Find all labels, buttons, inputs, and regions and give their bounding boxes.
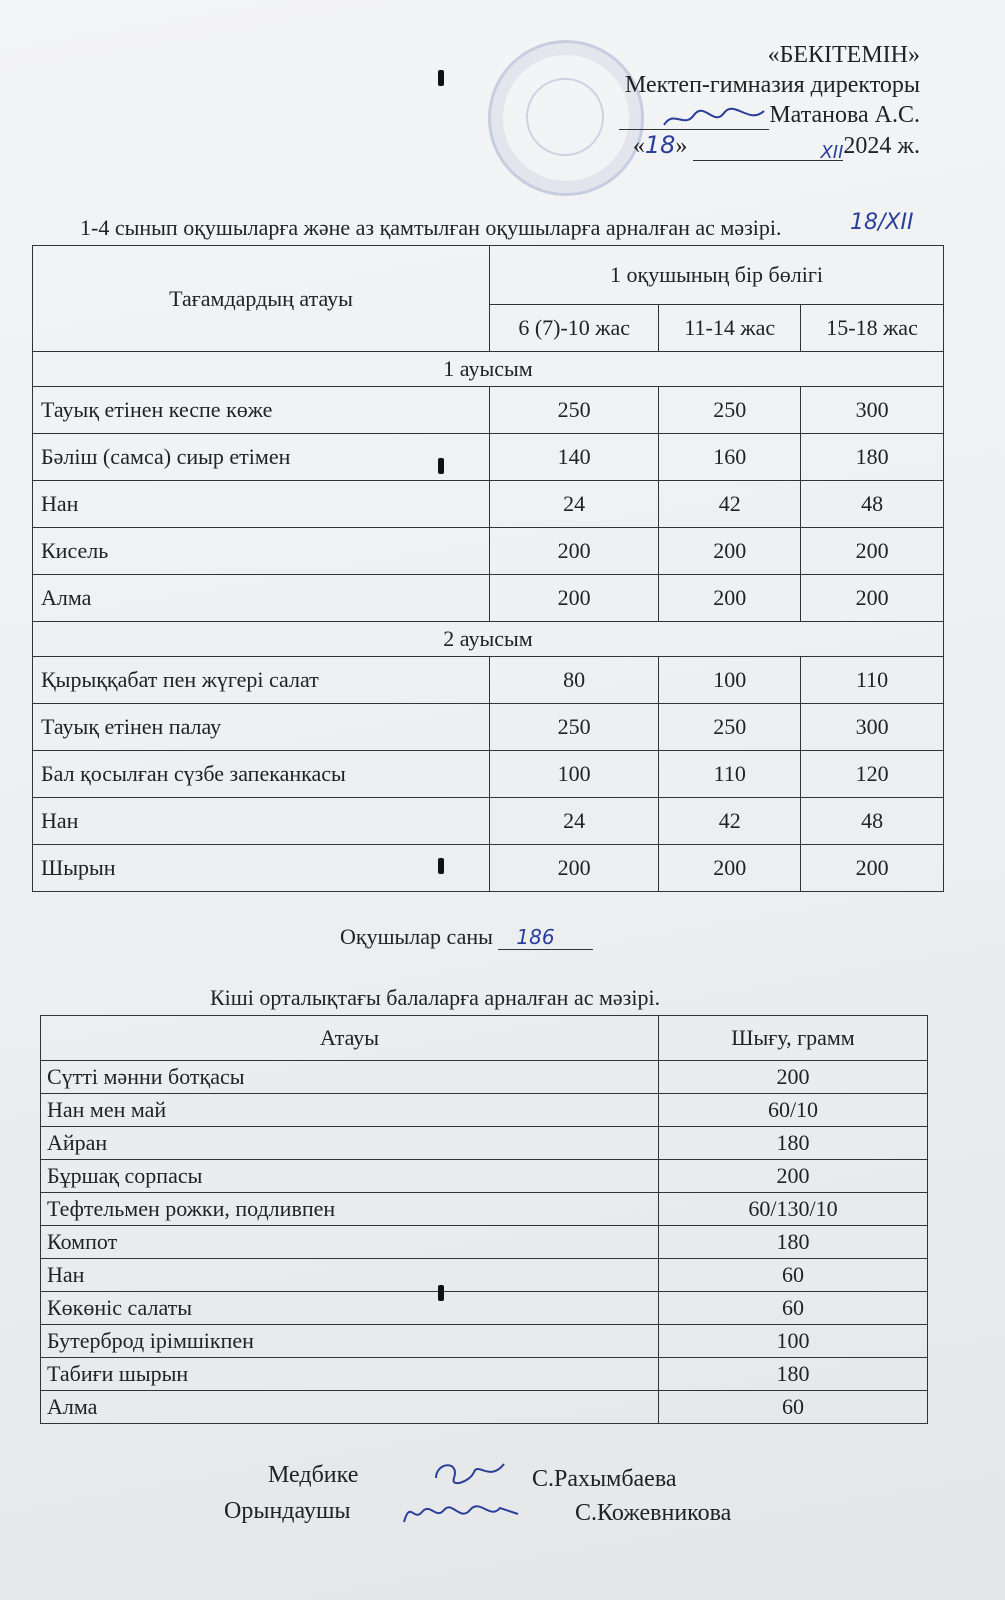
date-month: XII	[820, 142, 844, 163]
student-count-value: 186	[516, 925, 555, 949]
shift-label: 2 ауысым	[33, 622, 944, 657]
table-row: Алма 200 200 200	[33, 575, 944, 622]
menu2-title: Кіші орталықтағы балаларға арналған ас мәзірі.	[210, 985, 661, 1010]
table-row: Кисель 200 200 200	[33, 528, 944, 575]
table-row: Нан 60	[41, 1259, 928, 1292]
approval-heading: «БЕКІТЕМІН»	[767, 42, 920, 68]
menu1-title: 1-4 сынып оқушыларға және аз қамтылған оқушыларға арналған ас мәзірі.	[80, 215, 782, 240]
student-count	[340, 924, 593, 950]
student-count-label: Оқушылар саны	[340, 924, 493, 949]
pin-mark	[438, 458, 444, 474]
table-row: Нан 24 42 48	[33, 481, 944, 528]
table-row: Қырыққабат пен жүгері салат 80 100 110	[33, 657, 944, 704]
pin-mark	[438, 1285, 444, 1301]
approval-position: Мектеп-гимназия директоры	[624, 72, 920, 98]
nurse-signature	[430, 1452, 510, 1492]
table-row: Шырын 200 200 200	[33, 845, 944, 892]
menu1-table	[32, 245, 944, 892]
director-signature	[619, 105, 769, 130]
table-row: Көкөніс салаты 60	[41, 1292, 928, 1325]
age-header: 15-18 жас	[801, 305, 944, 352]
handwritten-date: 18/XII	[850, 210, 914, 235]
approval-block: «БЕКІТЕМІН» Мектеп-гимназия директоры Матанова А.С. «18» XII2024 ж.	[500, 40, 920, 161]
table-row: Сүтті мәнни ботқасы 200	[41, 1061, 928, 1094]
date-year: 2024 ж.	[843, 133, 920, 159]
table-row: Бал қосылған сүзбе запеканкасы 100 110 120	[33, 751, 944, 798]
col-name-header: Атауы	[41, 1016, 659, 1061]
table-row: Тефтельмен рожки, подливпен 60/130/10	[41, 1193, 928, 1226]
table-row: Бәліш (самса) сиыр етімен 140 160 180	[33, 434, 944, 481]
executor-name: С.Кожевникова	[575, 1500, 732, 1526]
col-value-header: Шығу, грамм	[659, 1016, 928, 1061]
table-row: Айран 180	[41, 1127, 928, 1160]
table-row: Компот 180	[41, 1226, 928, 1259]
table-row: Нан мен май 60/10	[41, 1094, 928, 1127]
nurse-name: С.Рахымбаева	[532, 1466, 677, 1492]
table-row: Нан 24 42 48	[33, 798, 944, 845]
executor-signature	[400, 1492, 525, 1532]
table-row: Алма 60	[41, 1391, 928, 1424]
table-row: Табиғи шырын 180	[41, 1358, 928, 1391]
director-name: Матанова А.С.	[769, 102, 920, 128]
age-header: 6 (7)-10 жас	[490, 305, 659, 352]
shift-label: 1 ауысым	[33, 352, 944, 387]
pin-mark	[438, 70, 444, 86]
col-name-header: Тағамдардың атауы	[33, 246, 490, 352]
age-header: 11-14 жас	[659, 305, 801, 352]
table-row: Бұршақ сорпасы 200	[41, 1160, 928, 1193]
pin-mark	[438, 858, 444, 874]
menu2-table	[40, 1015, 928, 1424]
table-row: Тауық етінен палау 250 250 300	[33, 704, 944, 751]
col-group-header: 1 оқушының бір бөлігі	[490, 246, 944, 305]
nurse-label: Медбике	[268, 1462, 359, 1488]
table-row: Бутерброд ірімшікпен 100	[41, 1325, 928, 1358]
table-row: Тауық етінен кеспе көже 250 250 300	[33, 387, 944, 434]
date-day: 18	[644, 131, 676, 159]
executor-label: Орындаушы	[224, 1498, 351, 1524]
